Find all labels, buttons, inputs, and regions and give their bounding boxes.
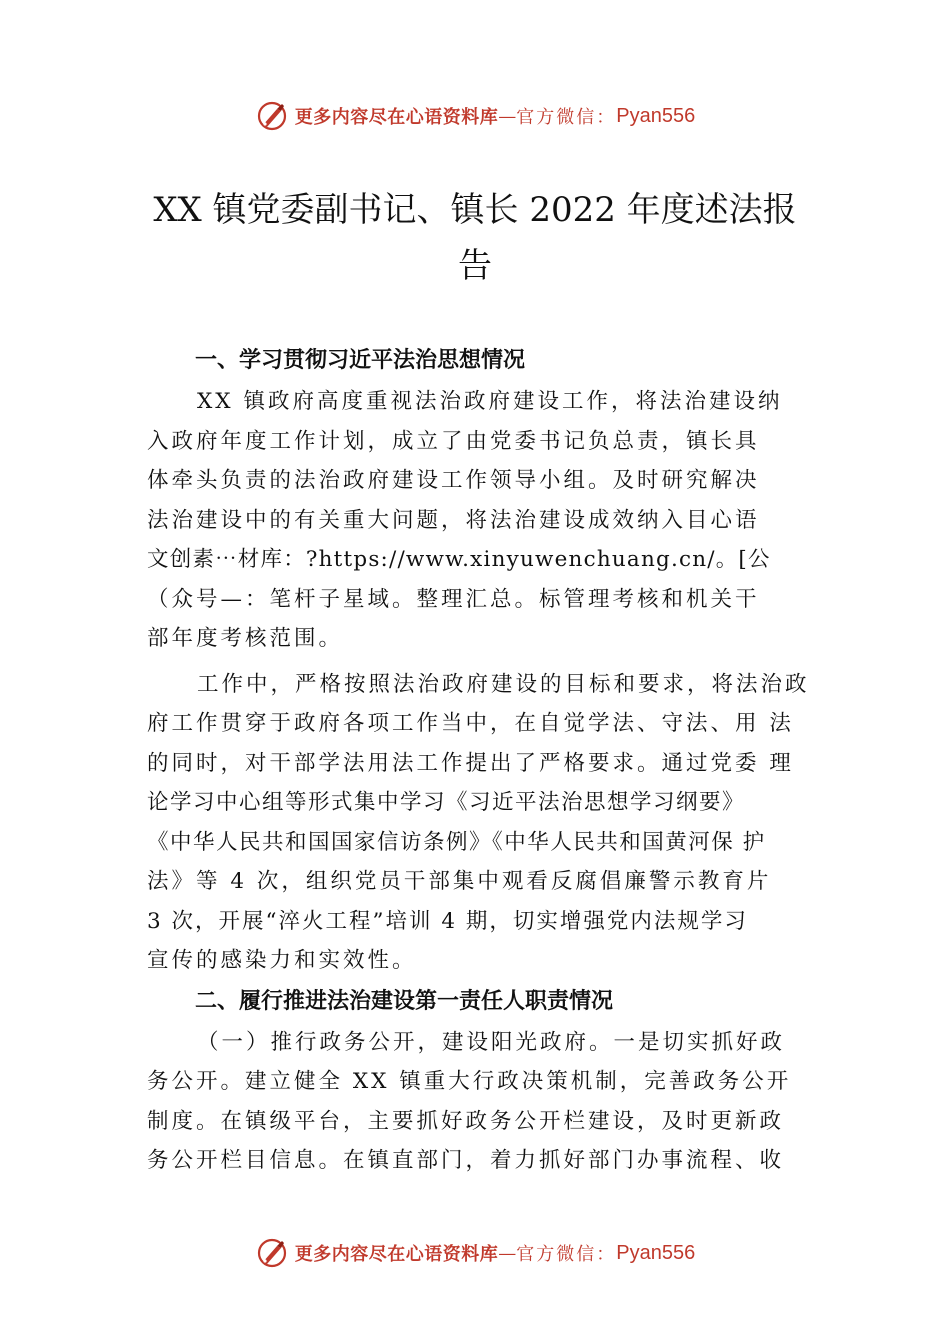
paragraph-3	[147, 1023, 827, 1181]
banner-main-text: 更多内容尽在心语资料库	[294, 107, 499, 128]
banner-wechat-label: 官方微信：	[516, 107, 617, 128]
footer-watermark-banner	[0, 1233, 950, 1273]
text-line: 工作中，严格按照法治政府建设的目标和要求，将法治政	[197, 671, 810, 697]
text-line: 的同时，对干部学法用法工作提出了严格要求。通过党委 理	[147, 750, 794, 776]
text-line: 务公开栏目信息。在镇直部门，着力抓好部门办事流程、收	[147, 1148, 785, 1173]
text-line: 3 次，开展“淬火工程”培训 4 期，切实增强党内法规学习	[147, 908, 748, 934]
text-line: 体牵头负责的法治政府建设工作领导小组。及时研究解决	[147, 468, 760, 493]
title-line-1: XX 镇党委副书记、镇长 2022 年度述法报	[153, 190, 797, 230]
document-body	[147, 340, 827, 1181]
text-line: 部年度考核范围。	[147, 626, 344, 651]
title-line-2: 告	[458, 246, 492, 286]
banner-wechat-id: Pyan556	[616, 104, 696, 127]
text-line: XX 镇政府高度重视法治政府建设工作，将法治建设纳	[197, 389, 783, 414]
banner-separator: —	[498, 105, 517, 127]
banner-wechat-id: Pyan556	[616, 1241, 696, 1264]
text-line: 论学习中心组等形式集中学习《习近平法治思想学习纲要》	[147, 790, 746, 815]
text-line: （众号—：笔杆子星域。整理汇总。标管理考核和机关干	[147, 586, 760, 612]
header-watermark-banner	[0, 96, 950, 136]
paragraph-1	[147, 382, 827, 659]
text-line: 入政府年度工作计划，成立了由党委书记负总责，镇长具	[147, 428, 760, 454]
banner-wechat-label: 官方微信：	[516, 1244, 617, 1265]
text-line: 文创素⋯材库：?https://www.xinyuwenchuang.cn/。[公	[147, 547, 771, 572]
text-line: 《中华人民共和国国家信访条例》《中华人民共和国黄河保 护	[147, 829, 766, 855]
text-line: （一）推行政务公开，建设阳光政府。一是切实抓好政	[197, 1029, 786, 1055]
text-line: 法》等 4 次，组织党员干部集中观看反腐倡廉警示教育片	[147, 869, 772, 894]
text-line: 务公开。建立健全 XX 镇重大行政决策机制，完善政务公开	[147, 1069, 792, 1094]
section-heading-2: 二、履行推进法治建设第一责任人职责情况	[195, 988, 614, 1014]
paragraph-2	[147, 665, 827, 981]
fountain-pen-logo-icon	[255, 1236, 289, 1270]
text-line: 宣传的感染力和实效性。	[147, 948, 417, 973]
banner-separator: —	[498, 1242, 517, 1264]
section-heading-1: 一、学习贯彻习近平法治思想情况	[195, 348, 526, 373]
text-line: 府工作贯穿于政府各项工作当中，在自觉学法、守法、用 法	[147, 711, 794, 736]
text-line: 法治建设中的有关重大问题，将法治建设成效纳入目心语	[147, 507, 760, 533]
fountain-pen-logo-icon	[255, 99, 289, 133]
banner-main-text: 更多内容尽在心语资料库	[294, 1244, 499, 1265]
document-title	[145, 182, 805, 294]
text-line: 制度。在镇级平台，主要抓好政务公开栏建设，及时更新政	[147, 1108, 785, 1134]
